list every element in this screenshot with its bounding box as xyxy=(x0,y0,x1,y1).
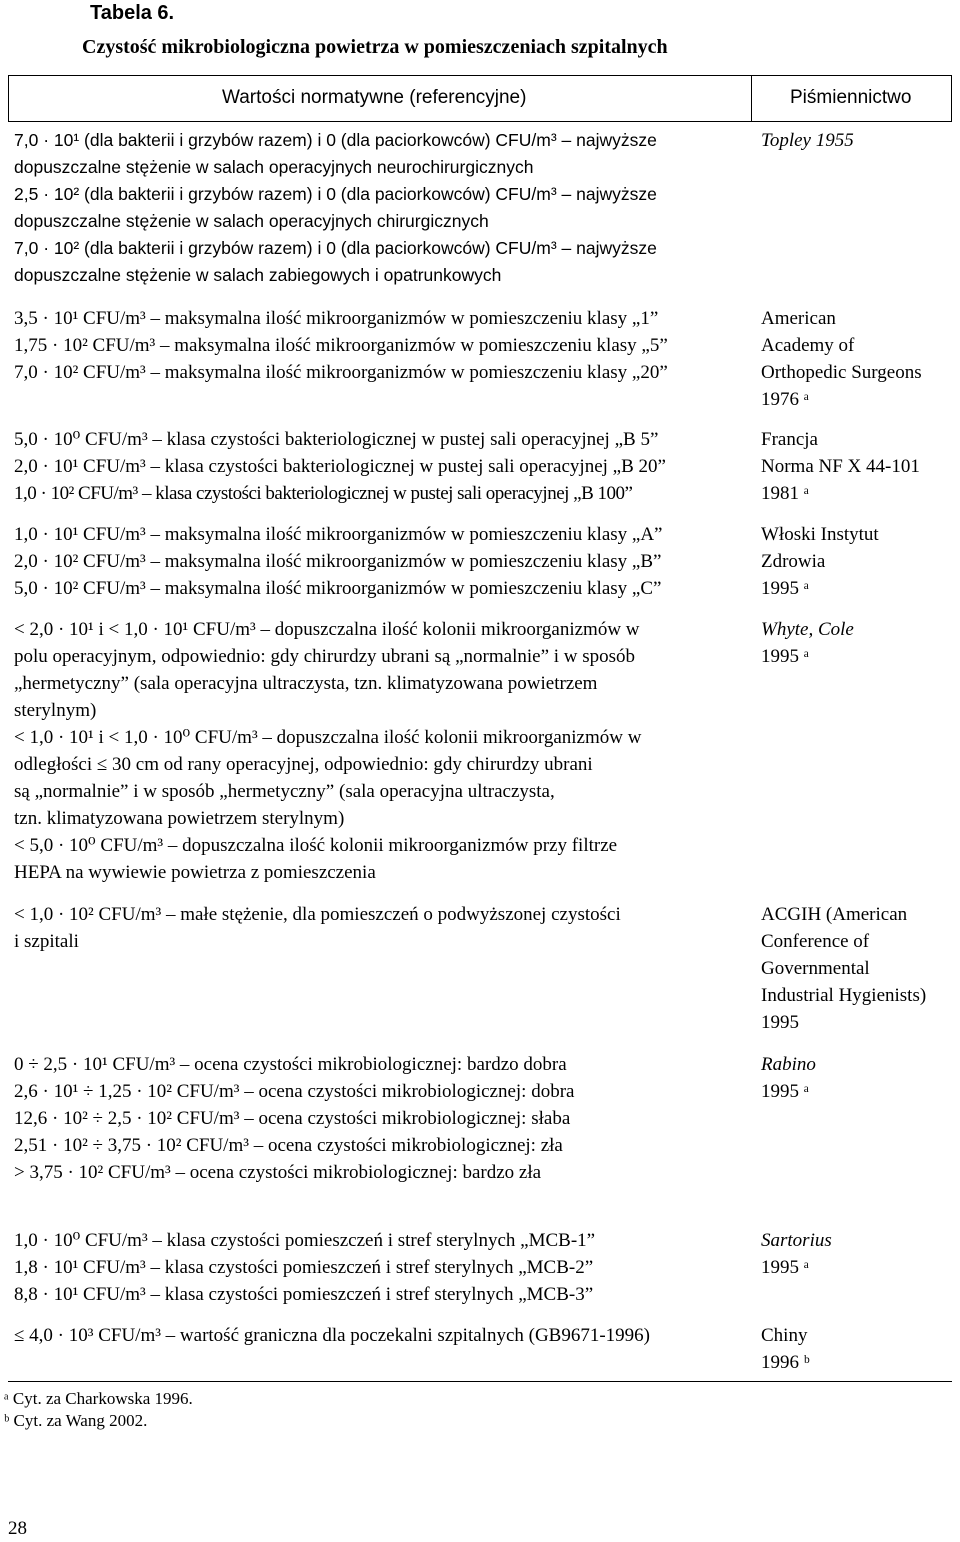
value-line: 1,0 · 10¹ CFU/m³ – maksymalna ilość mikroorganizmów w pomieszczeniu klasy „A” xyxy=(14,524,663,545)
reference-france xyxy=(761,426,951,507)
values-group-china xyxy=(14,1322,749,1349)
value-line: i szpitali xyxy=(14,931,79,952)
values-group-france xyxy=(14,426,749,507)
reference-line: Norma NF X 44-101 xyxy=(761,456,920,477)
value-line: 1,0 · 10⁰ CFU/m³ – klasa czystości pomieszczeń i stref sterylnych „MCB-1” xyxy=(14,1230,596,1251)
values-group-whyte xyxy=(14,616,749,886)
reference-line: 1995 ᵃ xyxy=(761,578,809,599)
value-line: 2,51 · 10² ÷ 3,75 · 10² CFU/m³ – ocena czystości mikrobiologicznej: zła xyxy=(14,1135,563,1156)
reference-line: 1995 ᵃ xyxy=(761,1257,809,1278)
value-line: 7,0 · 10² (dla bakterii i grzybów razem) i 0 (dla paciorkowców) CFU/m³ – najwyższe xyxy=(14,238,657,258)
value-line: 1,8 · 10¹ CFU/m³ – klasa czystości pomieszczeń i stref sterylnych „MCB-2” xyxy=(14,1257,594,1278)
reference-line: 1995 xyxy=(761,1012,799,1033)
reference-whyte xyxy=(761,616,951,670)
reference-line: ACGIH (American xyxy=(761,904,908,925)
table-right-border xyxy=(951,75,952,122)
values-group-rabino xyxy=(14,1051,749,1186)
value-line: 8,8 · 10¹ CFU/m³ – klasa czystości pomieszczeń i stref sterylnych „MCB-3” xyxy=(14,1284,594,1305)
footnotes xyxy=(4,1388,193,1432)
value-line: sterylnym) xyxy=(14,700,97,721)
value-line: 1,75 · 10² CFU/m³ – maksymalna ilość mikroorganizmów w pomieszczeniu klasy „5” xyxy=(14,335,668,356)
value-line: 2,5 · 10² (dla bakterii i grzybów razem) i 0 (dla paciorkowców) CFU/m³ – najwyższe xyxy=(14,184,657,204)
reference-line: Topley 1955 xyxy=(761,130,854,151)
value-line: < 2,0 · 10¹ i < 1,0 · 10¹ CFU/m³ – dopuszczalna ilość kolonii mikroorganizmów w xyxy=(14,619,640,640)
page-number: 28 xyxy=(8,1518,27,1539)
values-group-aaos xyxy=(14,305,749,386)
value-line: dopuszczalne stężenie w salach operacyjnych chirurgicznych xyxy=(14,211,489,231)
reference-line: Francja xyxy=(761,429,818,450)
reference-acgih xyxy=(761,901,951,1036)
header-values: Wartości normatywne (referencyjne) xyxy=(222,87,527,108)
value-line: < 1,0 · 10² CFU/m³ – małe stężenie, dla pomieszczeń o podwyższonej czystości xyxy=(14,904,621,925)
value-line: < 5,0 · 10⁰ CFU/m³ – dopuszczalna ilość kolonii mikroorganizmów przy filtrze xyxy=(14,835,618,856)
value-line: polu operacyjnym, odpowiednio: gdy chirurdzy ubrani są „normalnie” i w sposób xyxy=(14,646,636,667)
value-line: 7,0 · 10¹ (dla bakterii i grzybów razem) i 0 (dla paciorkowców) CFU/m³ – najwyższe xyxy=(14,130,657,150)
value-line: 0 ÷ 2,5 · 10¹ CFU/m³ – ocena czystości mikrobiologicznej: bardzo dobra xyxy=(14,1054,567,1075)
value-line: odległości ≤ 30 cm od rany operacyjnej, odpowiednio: gdy chirurdzy ubrani xyxy=(14,754,593,775)
header-references: Piśmiennictwo xyxy=(790,87,912,108)
value-line: 12,6 · 10² ÷ 2,5 · 10² CFU/m³ – ocena czystości mikrobiologicznej: słaba xyxy=(14,1108,571,1129)
reference-line: 1976 ᵃ xyxy=(761,389,809,410)
reference-line: Rabino xyxy=(761,1054,816,1075)
reference-line: Sartorius xyxy=(761,1230,832,1251)
reference-line: American xyxy=(761,308,836,329)
table-left-border xyxy=(8,75,9,122)
reference-line: Academy of xyxy=(761,335,855,356)
value-line: > 3,75 · 10² CFU/m³ – ocena czystości mikrobiologicznej: bardzo zła xyxy=(14,1162,542,1183)
table-caption: Czystość mikrobiologiczna powietrza w pomieszczeniach szpitalnych xyxy=(82,36,668,58)
table-label: Tabela 6. xyxy=(90,2,175,24)
reference-line: Conference of xyxy=(761,931,870,952)
reference-line: Włoski Instytut xyxy=(761,524,879,545)
reference-topley xyxy=(761,127,951,154)
value-line: 2,0 · 10² CFU/m³ – maksymalna ilość mikroorganizmów w pomieszczeniu klasy „B” xyxy=(14,551,662,572)
header-underline xyxy=(8,121,952,122)
reference-line: Governmental xyxy=(761,958,870,979)
reference-line: 1995 ᵃ xyxy=(761,646,809,667)
values-group-neurosurgery xyxy=(14,127,749,289)
value-line: 2,0 · 10¹ CFU/m³ – klasa czystości bakteriologicznej w pustej sali operacyjnej „B 20” xyxy=(14,456,666,477)
value-line: HEPA na wywiewie powietrza z pomieszczenia xyxy=(14,862,376,883)
reference-line: 1995 ᵃ xyxy=(761,1081,809,1102)
value-line: 7,0 · 10² CFU/m³ – maksymalna ilość mikroorganizmów w pomieszczeniu klasy „20” xyxy=(14,362,668,383)
value-line: dopuszczalne stężenie w salach operacyjnych neurochirurgicznych xyxy=(14,157,534,177)
value-line: 1,0 · 10² CFU/m³ – klasa czystości bakteriologicznej w pustej sali operacyjnej „B 100” xyxy=(14,483,633,504)
footnote-a: ᵃ Cyt. za Charkowska 1996. xyxy=(4,1389,193,1408)
values-group-italy xyxy=(14,521,749,602)
reference-aaos xyxy=(761,305,951,413)
reference-line: 1981 ᵃ xyxy=(761,483,809,504)
value-line: są „normalnie” i w sposób „hermetyczny” (sala operacyjna ultraczysta, xyxy=(14,781,555,802)
value-line: dopuszczalne stężenie w salach zabiegowych i opatrunkowych xyxy=(14,265,502,285)
reference-line: Industrial Hygienists) xyxy=(761,985,927,1006)
value-line: 5,0 · 10² CFU/m³ – maksymalna ilość mikroorganizmów w pomieszczeniu klasy „C” xyxy=(14,578,662,599)
reference-italy xyxy=(761,521,951,602)
reference-line: Zdrowia xyxy=(761,551,826,572)
reference-line: Chiny xyxy=(761,1325,808,1346)
reference-line: 1996 ᵇ xyxy=(761,1352,810,1373)
column-divider xyxy=(751,75,752,122)
value-line: 5,0 · 10⁰ CFU/m³ – klasa czystości bakteriologicznej w pustej sali operacyjnej „B 5” xyxy=(14,429,659,450)
value-line: „hermetyczny” (sala operacyjna ultraczysta, tzn. klimatyzowana powietrzem xyxy=(14,673,598,694)
reference-line: Whyte, Cole xyxy=(761,619,854,640)
value-line: < 1,0 · 10¹ i < 1,0 · 10⁰ CFU/m³ – dopuszczalna ilość kolonii mikroorganizmów w xyxy=(14,727,642,748)
values-group-sartorius xyxy=(14,1227,749,1308)
footnote-b: ᵇ Cyt. za Wang 2002. xyxy=(4,1411,148,1430)
reference-line: Orthopedic Surgeons xyxy=(761,362,922,383)
value-line: 3,5 · 10¹ CFU/m³ – maksymalna ilość mikroorganizmów w pomieszczeniu klasy „1” xyxy=(14,308,659,329)
reference-rabino xyxy=(761,1051,951,1105)
value-line: tzn. klimatyzowana powietrzem sterylnym) xyxy=(14,808,345,829)
value-line: 2,6 · 10¹ ÷ 1,25 · 10² CFU/m³ – ocena czystości mikrobiologicznej: dobra xyxy=(14,1081,575,1102)
values-group-acgih xyxy=(14,901,749,955)
value-line: ≤ 4,0 · 10³ CFU/m³ – wartość graniczna dla poczekalni szpitalnych (GB9671-1996) xyxy=(14,1325,650,1346)
reference-sartorius xyxy=(761,1227,951,1281)
reference-china xyxy=(761,1322,951,1376)
